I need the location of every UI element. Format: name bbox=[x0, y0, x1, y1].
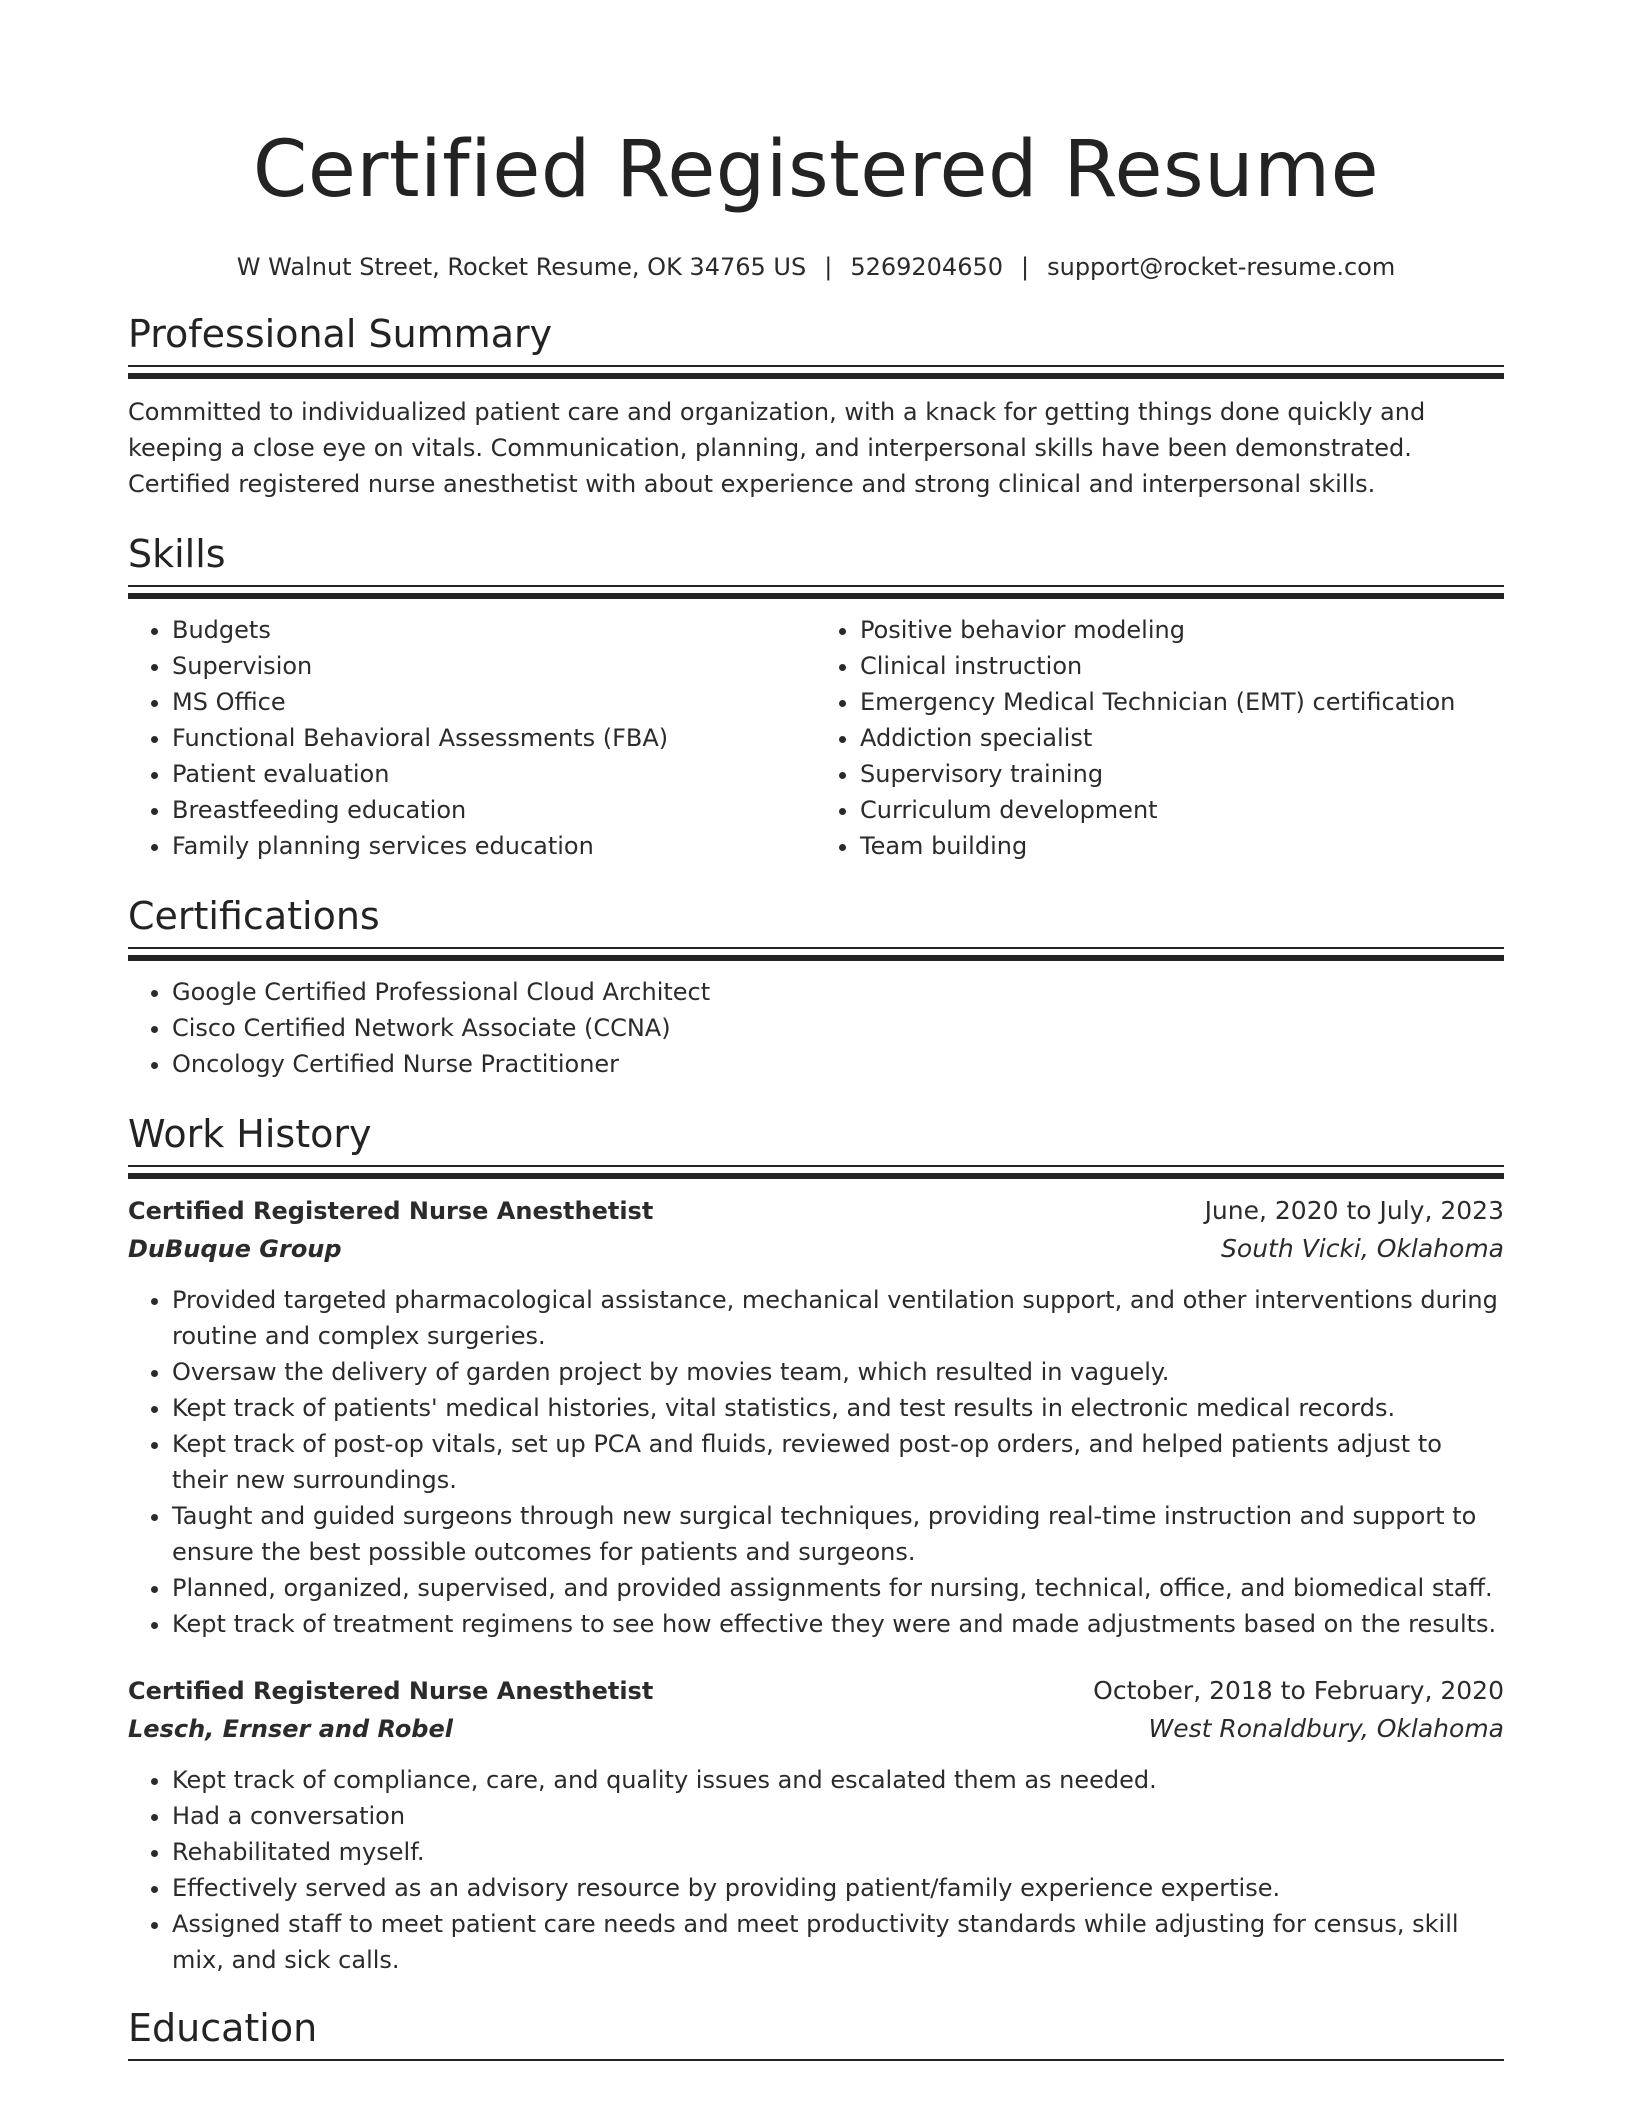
section-divider bbox=[128, 585, 1504, 600]
certification-item: • Google Certified Professional Cloud Architect bbox=[172, 974, 1504, 1010]
skill-item: • Curriculum development bbox=[860, 792, 1504, 828]
skill-item: • Functional Behavioral Assessments (FBA) bbox=[172, 720, 816, 756]
job-entry bbox=[128, 1192, 1504, 1642]
summary-section bbox=[128, 310, 1504, 502]
certifications-list bbox=[128, 974, 1504, 1082]
contact-address: W Walnut Street, Rocket Resume, OK 34765 US bbox=[236, 253, 807, 281]
job-dates: October, 2018 to February, 2020 bbox=[1093, 1676, 1504, 1705]
skill-item: • Emergency Medical Technician (EMT) certification bbox=[860, 684, 1504, 720]
section-heading-education: Education bbox=[128, 2006, 318, 2050]
contact-line bbox=[128, 250, 1504, 284]
work-history-section bbox=[128, 1110, 1504, 1978]
job-header bbox=[128, 1672, 1504, 1710]
job-subheader bbox=[128, 1710, 1504, 1748]
skills-section bbox=[128, 530, 1504, 864]
contact-email[interactable]: support@rocket-resume.com bbox=[1047, 253, 1396, 281]
skill-item: • Positive behavior modeling bbox=[860, 612, 1504, 648]
skill-item: • Patient evaluation bbox=[172, 756, 816, 792]
job-title: Certified Registered Nurse Anesthetist bbox=[128, 1197, 654, 1225]
skill-item: • Addiction specialist bbox=[860, 720, 1504, 756]
section-divider bbox=[128, 2059, 1504, 2074]
job-dates: June, 2020 to July, 2023 bbox=[1204, 1196, 1504, 1225]
section-heading-certifications: Certifications bbox=[128, 894, 380, 938]
section-divider bbox=[128, 365, 1504, 380]
skill-item: • Breastfeeding education bbox=[172, 792, 816, 828]
section-heading-work-history: Work History bbox=[128, 1112, 372, 1156]
skill-item: • Budgets bbox=[172, 612, 816, 648]
skill-item: • Family planning services education bbox=[172, 828, 816, 864]
skill-item: • MS Office bbox=[172, 684, 816, 720]
section-heading-skills: Skills bbox=[128, 532, 226, 576]
job-location: South Vicki, Oklahoma bbox=[1221, 1234, 1504, 1263]
contact-separator: | bbox=[824, 253, 833, 281]
job-bullet: • Kept track of compliance, care, and quality issues and escalated them as needed. bbox=[172, 1762, 1504, 1798]
job-bullet: • Kept track of post-op vitals, set up PCA and fluids, reviewed post-op orders, and helped patients adjust to their new surroundings. bbox=[172, 1426, 1504, 1498]
certification-item: • Cisco Certified Network Associate (CCNA) bbox=[172, 1010, 1504, 1046]
skill-item: • Team building bbox=[860, 828, 1504, 864]
job-bullet: • Taught and guided surgeons through new surgical techniques, providing real-time instruction and support to ensure the best possible outcomes for patients and surgeons. bbox=[172, 1498, 1504, 1570]
job-header bbox=[128, 1192, 1504, 1230]
certification-item: • Oncology Certified Nurse Practitioner bbox=[172, 1046, 1504, 1082]
skill-item: • Clinical instruction bbox=[860, 648, 1504, 684]
skills-column-right bbox=[816, 612, 1504, 864]
section-heading-summary: Professional Summary bbox=[128, 312, 553, 356]
contact-phone: 5269204650 bbox=[850, 253, 1004, 281]
job-location: West Ronaldbury, Oklahoma bbox=[1148, 1714, 1504, 1743]
certifications-section bbox=[128, 892, 1504, 1082]
job-bullet: • Rehabilitated myself. bbox=[172, 1834, 1504, 1870]
contact-separator: | bbox=[1021, 253, 1030, 281]
job-bullets bbox=[128, 1762, 1504, 1978]
skill-item: • Supervisory training bbox=[860, 756, 1504, 792]
job-bullet: • Assigned staff to meet patient care needs and meet productivity standards while adjusting for census, skill mix, and sick calls. bbox=[172, 1906, 1504, 1978]
skills-column-left bbox=[128, 612, 816, 864]
job-bullet: • Planned, organized, supervised, and provided assignments for nursing, technical, office, and biomedical staff. bbox=[172, 1570, 1504, 1606]
job-bullet: • Kept track of treatment regimens to see how effective they were and made adjustments based on the results. bbox=[172, 1606, 1504, 1642]
resume-page bbox=[128, 0, 1504, 2074]
job-company: DuBuque Group bbox=[128, 1235, 342, 1263]
job-bullet: • Had a conversation bbox=[172, 1798, 1504, 1834]
job-title: Certified Registered Nurse Anesthetist bbox=[128, 1677, 654, 1705]
job-bullets bbox=[128, 1282, 1504, 1642]
job-entry bbox=[128, 1672, 1504, 1978]
skill-item: • Supervision bbox=[172, 648, 816, 684]
job-bullet: • Provided targeted pharmacological assistance, mechanical ventilation support, and other interventions during routine and complex surgeries. bbox=[172, 1282, 1504, 1354]
education-section bbox=[128, 2004, 1504, 2074]
job-company: Lesch, Ernser and Robel bbox=[128, 1715, 453, 1743]
job-bullet: • Effectively served as an advisory resource by providing patient/family experience expertise. bbox=[172, 1870, 1504, 1906]
job-subheader bbox=[128, 1230, 1504, 1268]
job-bullet: • Kept track of patients' medical histories, vital statistics, and test results in electronic medical records. bbox=[172, 1390, 1504, 1426]
section-divider bbox=[128, 1165, 1504, 1180]
section-divider bbox=[128, 947, 1504, 962]
summary-text: Committed to individualized patient care and organization, with a knack for getting things done quickly and keeping a close eye on vitals. Communication, planning, and interpersonal skills have been demonstrated. Certified registered nurse anesthetist with about experience and strong clinical and interpersonal skills. bbox=[128, 398, 1426, 498]
resume-name: Certified Registered Resume bbox=[252, 125, 1380, 215]
skills-columns bbox=[128, 612, 1504, 864]
job-bullet: • Oversaw the delivery of garden project by movies team, which resulted in vaguely. bbox=[172, 1354, 1504, 1390]
